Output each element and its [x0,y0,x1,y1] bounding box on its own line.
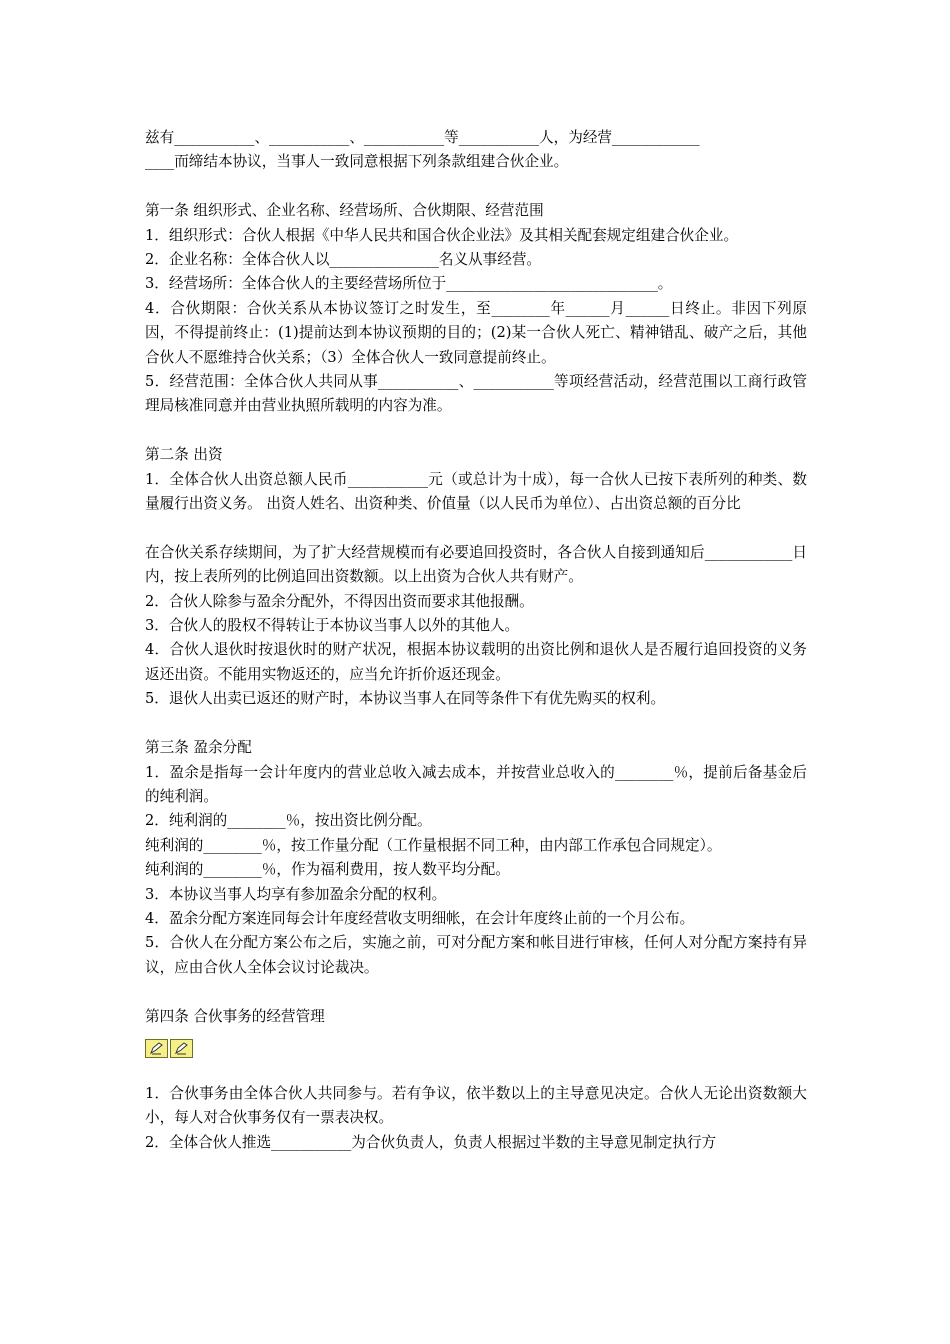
intro-line-1: 兹有___________、___________、___________等___________人，为经营____________ [145,129,700,146]
article-1-item-4: 4．合伙期限：合伙关系从本协议签订之时发生，至________年______月______日终止。非因下列原因，不得提前终止：(1)提前达到本协议预期的目的；(2)某一合伙人死亡、精神错乱、破产之后，其他合伙人不愿维持合伙关系；（3）全体合伙人一致同意提前终止。 [145,299,807,366]
article-1-item-1: 1．组织形式：合伙人根据《中华人民共和国合伙企业法》及其相关配套规定组建合伙企业。 [145,226,739,244]
article-1-title: 第一条 组织形式、企业名称、经营场所、合伙期限、经营范围 [145,202,544,220]
article-3-title: 第三条 盈余分配 [145,739,252,757]
article-1-item-2: 2．企业名称：全体合伙人以_______________名义从事经营。 [145,251,542,269]
edit-icon[interactable] [145,1039,168,1058]
article-3-item-3: 3．本协议当事人均享有参加盈余分配的权利。 [145,885,447,903]
article-3-item-5: 5．合伙人在分配方案公布之后，实施之前，可对分配方案和帐目进行审核，任何人对分配方案持有异议，应由合伙人全体会议讨论裁决。 [145,934,807,976]
article-2-paragraph: 在合伙关系存续期间，为了扩大经营规模而有必要追回投资时，各合伙人自接到通知后____________日内，按上表所列的比例追回出资数额。以上出资为合伙人共有财产。 [145,543,807,586]
article-4-title: 第四条 合伙事务的经营管理 [145,1007,325,1025]
intro-line-2: ____而缔结本协议，当事人一致同意根据下列条款组建合伙企业。 [145,153,569,171]
article-2-title: 第二条 出资 [145,446,223,464]
article-2-item-2: 2．合伙人除参与盈余分配外，不得因出资而要求其他报酬。 [145,592,534,610]
document-page [145,126,807,1155]
article-2-item-4: 4．合伙人退伙时按退伙时的财产状况，根据本协议载明的出资比例和退伙人是否履行追回投资的义务返还出资。不能用实物返还的，应当允许折价返还现金。 [145,641,807,683]
article-3-item-4: 4．盈余分配方案连同每会计年度经营收支明细帐，在会计年度终止前的一个月公布。 [145,909,695,927]
article-3-item-2: 2．纯利润的________％，按出资比例分配。 [145,812,432,830]
article-1-item-3: 3．经营场所：全体合伙人的主要经营场所位于_____________________________。 [145,275,673,293]
article-2-item-1: 1．全体合伙人出资总额人民币___________元（或总计为十成），每一合伙人已按下表所列的种类、数量履行出资义务。 出资人姓名、出资种类、价值量（以人民币为单位）、占出资总额的百分比 [145,470,807,513]
article-2-item-5: 5．退伙人出卖已返还的财产时，本协议当事人在同等条件下有优先购买的权利。 [145,690,666,708]
embedded-object-icons [145,1039,807,1058]
article-3-item-2c: 纯利润的________％，作为福利费用，按人数平均分配。 [145,861,510,879]
edit-icon[interactable] [170,1039,193,1058]
article-3-item-1: 1．盈余是指每一会计年度内的营业总收入减去成本，并按营业总收入的________％，提前后备基金后的纯利润。 [145,763,807,805]
article-3-item-2b: 纯利润的________％，按工作量分配（工作量根据不同工种，由内部工作承包合同规定）。 [145,836,722,854]
article-4-item-1: 1．合伙事务由全体合伙人共同参与。若有争议，依半数以上的主导意见决定。合伙人无论出资数额大小，每人对合伙事务仅有一票表决权。 [145,1084,807,1127]
article-4-item-2: 2．全体合伙人推选___________为合伙负责人，负责人根据过半数的主导意见制定执行方 [145,1133,717,1151]
article-1-item-5: 5．经营范围：全体合伙人共同从事___________、___________等项经营活动，经营范围以工商行政管理局核准同意并由营业执照所载明的内容为准。 [145,373,807,415]
article-2-item-3: 3．合伙人的股权不得转让于本协议当事人以外的其他人。 [145,617,520,635]
